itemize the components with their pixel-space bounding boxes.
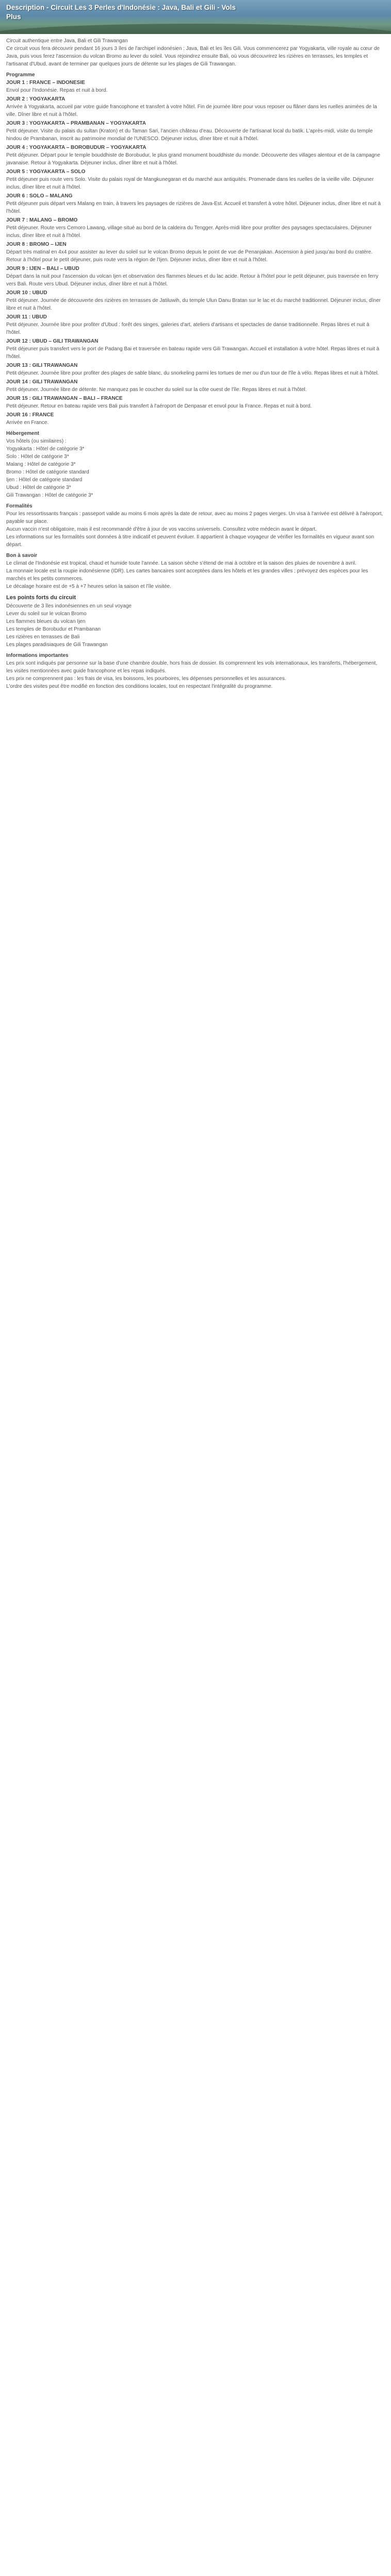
highlight-item: Lever du soleil sur le volcan Bromo [6, 611, 87, 617]
day-text: Petit déjeuner puis transfert vers le port de Padang Bai et traversée en bateau rapide vers Gili Trawangan. Accueil et installation à votre hôtel. Repas libres et nuit à l'hôtel. [6, 346, 380, 360]
page-title-line-1: Description - Circuit Les 3 Perles d'Indonésie : Java, Bali et Gili - Vols [6, 4, 236, 11]
formalities-title: Formalités [6, 503, 32, 509]
day-text: Petit déjeuner. Journée libre pour profiter d'Ubud : forêt des singes, galeries d'art, ateliers d'artisans et spectacles de danse traditionnelle. Repas libres et nuit à l'hôtel. [6, 322, 369, 335]
hotel-item: Bromo : Hôtel de catégorie standard [6, 469, 89, 475]
formalities-paragraph: Pour les ressortissants français : passeport valide au moins 6 mois après la date de retour, avec au moins 2 pages vierges. Un visa à l'arrivée est délivré à l'aéroport, payable sur place. [6, 511, 383, 524]
highlights-list [6, 602, 385, 649]
highlight-item: Découverte de 3 îles indonésiennes en un seul voyage [6, 603, 132, 609]
day-item [6, 337, 385, 361]
day-text: Petit déjeuner. Retour en bateau rapide vers Bali puis transfert à l'aéroport de Denpasar et envol pour la France. Repas et nuit à bord. [6, 403, 312, 409]
day-item [6, 144, 385, 167]
day-text: Départ très matinal en 4x4 pour assister au lever du soleil sur le volcan Bromo depuis le point de vue de Penanjakan. Ascension à pied jusqu'au bord du cratère. Retour à l'hôtel pour le petit déjeuner, puis route vers la région de l'Ijen. Déjeuner inclus, dîner libre et nuit à l'hôtel. [6, 249, 373, 263]
day-text: Petit déjeuner. Départ pour le temple bouddhiste de Borobudur, le plus grand monument bouddhiste du monde. Découverte des villages alentour et de la campagne javanaise. Retour à Yogyakarta. Déjeuner inclus, dîner libre et nuit à l'hôtel. [6, 152, 380, 166]
day-title: JOUR 15 : GILI TRAWANGAN – BALI – FRANCE [6, 396, 123, 401]
day-text: Petit déjeuner puis route vers Solo. Visite du palais royal de Mangkunegaran et du marché aux antiquités. Promenade dans les ruelles de la vieille ville. Déjeuner inclus, dîner libre et nuit à l'hôtel. [6, 177, 374, 190]
banner-landscape [0, 24, 391, 34]
day-text: Petit déjeuner puis départ vers Malang en train, à travers les paysages de rizières de Java-Est. Accueil et transfert à votre hôtel. Déjeuner inclus, dîner libre et nuit à l'hôtel. [6, 201, 381, 214]
day-title: JOUR 11 : UBUD [6, 314, 47, 320]
day-title: JOUR 2 : YOGYAKARTA [6, 96, 66, 102]
day-item [6, 95, 385, 118]
day-title: JOUR 5 : YOGYAKARTA – SOLO [6, 169, 86, 175]
good-to-know-title: Bon à savoir [6, 553, 38, 558]
formalities-paragraph: Aucun vaccin n'est obligatoire, mais il est recommandé d'être à jour de vos vaccins universels. Consultez votre médecin avant le départ. [6, 527, 317, 532]
day-text: Arrivée en France. [6, 420, 49, 426]
highlight-item: Les plages paradisiaques de Gili Trawangan [6, 641, 108, 648]
day-title: JOUR 10 : UBUD [6, 290, 47, 296]
hotels-intro: Vos hôtels (ou similaires) : [6, 438, 67, 444]
day-text: Petit déjeuner. Journée libre pour profiter des plages de sable blanc, du snorkeling parmi les tortues de mer ou d'un tour de l'île à vélo. Repas libres et nuit à l'hôtel. [6, 370, 379, 376]
good-to-know-paragraph: Le décalage horaire est de +5 à +7 heures selon la saison et l'île visitée. [6, 584, 171, 589]
hotel-item: Solo : Hôtel de catégorie 3* [6, 454, 69, 460]
day-title: JOUR 13 : GILI TRAWANGAN [6, 363, 78, 368]
day-item [6, 216, 385, 240]
hotel-item: Malang : Hôtel de catégorie 3* [6, 462, 76, 467]
highlight-item: Les temples de Borobudur et Prambanan [6, 626, 101, 632]
important-info-paragraph: L'ordre des visites peut être modifié en fonction des conditions locales, tout en respectant l'intégralité du programme. [6, 683, 273, 689]
highlight-item: Les rizières en terrasses de Bali [6, 634, 80, 640]
hotel-item: Yogyakarta : Hôtel de catégorie 3* [6, 446, 85, 452]
day-item [6, 168, 385, 191]
day-title: JOUR 4 : YOGYAKARTA – BOROBUDUR – YOGYAKARTA [6, 145, 146, 150]
header-banner [0, 0, 391, 34]
day-item [6, 289, 385, 312]
day-text: Départ dans la nuit pour l'ascension du volcan Ijen et observation des flammes bleues et du lac acide. Retour à l'hôtel pour le petit déjeuner, puis traversée en ferry vers Bali. Route vers Ubud. Déjeuner inclus, dîner libre et nuit à l'hôtel. [6, 274, 379, 287]
day-title: JOUR 9 : IJEN – BALI – UBUD [6, 266, 79, 272]
page-title [6, 3, 236, 21]
day-title: JOUR 16 : FRANCE [6, 412, 54, 418]
day-title: JOUR 3 : YOGYAKARTA – PRAMBANAN – YOGYAKARTA [6, 121, 146, 126]
day-title: JOUR 6 : SOLO – MALANG [6, 193, 73, 199]
hotels-section [6, 430, 385, 499]
day-item [6, 362, 385, 377]
highlight-item: Les flammes bleues du volcan Ijen [6, 618, 86, 624]
day-text: Arrivée à Yogyakarta, accueil par votre guide francophone et transfert à votre hôtel. Fin de journée libre pour vous reposer ou flâner dans les ruelles animées de la ville. Dîner libre et nuit à l'hôtel. [6, 104, 377, 117]
day-item [6, 79, 385, 94]
program [6, 71, 385, 427]
day-text: Petit déjeuner. Visite du palais du sultan (Kraton) et du Taman Sari, l'ancien château d'eau. Découverte de l'artisanat local du batik. L'après-midi, visite du temple hindou de Prambanan, inscrit au patrimoine mondial de l'UNESCO. Déjeuner inclus, dîner libre et nuit à l'hôtel. [6, 128, 373, 142]
day-item [6, 378, 385, 394]
important-info-section [6, 652, 385, 690]
day-title: JOUR 14 : GILI TRAWANGAN [6, 379, 78, 385]
day-text: Petit déjeuner. Journée libre de détente. Ne manquez pas le coucher du soleil sur la côte ouest de l'île. Repas libres et nuit à l'hôtel. [6, 387, 307, 393]
important-info-paragraph: Les prix ne comprennent pas : les frais de visa, les boissons, les pourboires, les dépenses personnelles et les assurances. [6, 675, 286, 682]
day-item [6, 265, 385, 288]
formalities-paragraph: Les informations sur les formalités sont données à titre indicatif et peuvent évoluer. Il appartient à chaque voyageur de vérifier les formalités en vigueur avant son départ. [6, 534, 374, 548]
description-content [0, 34, 391, 690]
intro-subtitle: Circuit authentique entre Java, Bali et Gili Trawangan [6, 38, 128, 44]
good-to-know-paragraph: La monnaie locale est la roupie indonésienne (IDR). Les cartes bancaires sont acceptées dans les hôtels et les grandes villes ; prévoyez des espèces pour les marchés et les petits commerces. [6, 568, 368, 582]
day-item [6, 192, 385, 215]
program-title: Programme [6, 72, 35, 78]
hotel-item: Ijen : Hôtel de catégorie standard [6, 477, 83, 483]
day-item [6, 313, 385, 336]
intro-text: Ce circuit vous fera découvrir pendant 16 jours 3 îles de l'archipel indonésien : Java, Bali et les îles Gili. Vous commencerez par Yogyakarta, ville royale au cœur de Java, puis vous ferez l'ascension du volcan Bromo au lever du soleil. Vous rejoindrez ensuite Bali, où vous découvrirez les rizières en terrasses, les temples et l'artisanat d'Ubud, avant de terminer par quelques jours de détente sur les plages de Gili Trawangan. [6, 46, 380, 67]
day-title: JOUR 7 : MALANG – BROMO [6, 217, 78, 223]
day-text: Envol pour l'Indonésie. Repas et nuit à bord. [6, 88, 108, 93]
important-info-paragraph: Les prix sont indiqués par personne sur la base d'une chambre double, hors frais de dossier. Ils comprennent les vols internationaux, les transferts, l'hébergement, les visites mentionnées avec guide francophone et les repas indiqués. [6, 660, 378, 674]
important-info-title: Informations importantes [6, 652, 69, 658]
page-title-line-2: Plus [6, 12, 21, 21]
good-to-know-section [6, 552, 385, 590]
day-item [6, 120, 385, 143]
day-text: Petit déjeuner. Journée de découverte des rizières en terrasses de Jatiluwih, du temple Ulun Danu Bratan sur le lac et du marché traditionnel. Déjeuner inclus, dîner libre et nuit à l'hôtel. [6, 298, 381, 311]
day-title: JOUR 12 : UBUD – GILI TRAWANGAN [6, 338, 99, 344]
day-title: JOUR 8 : BROMO – IJEN [6, 242, 67, 247]
hotel-item: Gili Trawangan : Hôtel de catégorie 3* [6, 493, 93, 498]
good-to-know-paragraph: Le climat de l'Indonésie est tropical, chaud et humide toute l'année. La saison sèche s'étend de mai à octobre et la saison des pluies de novembre à avril. [6, 561, 356, 566]
formalities-section [6, 502, 385, 549]
day-title: JOUR 1 : FRANCE – INDONESIE [6, 80, 85, 86]
day-item [6, 395, 385, 410]
intro [6, 37, 385, 68]
day-item [6, 411, 385, 427]
day-text: Petit déjeuner. Route vers Cemoro Lawang, village situé au bord de la caldeira du Tengger. Après-midi libre pour profiter des paysages spectaculaires. Déjeuner inclus, dîner libre et nuit à l'hôtel. [6, 225, 372, 239]
day-item [6, 241, 385, 264]
highlights-heading: Les points forts du circuit [6, 595, 76, 601]
hotels-title: Hébergement [6, 431, 39, 436]
hotel-item: Ubud : Hôtel de catégorie 3* [6, 485, 71, 490]
